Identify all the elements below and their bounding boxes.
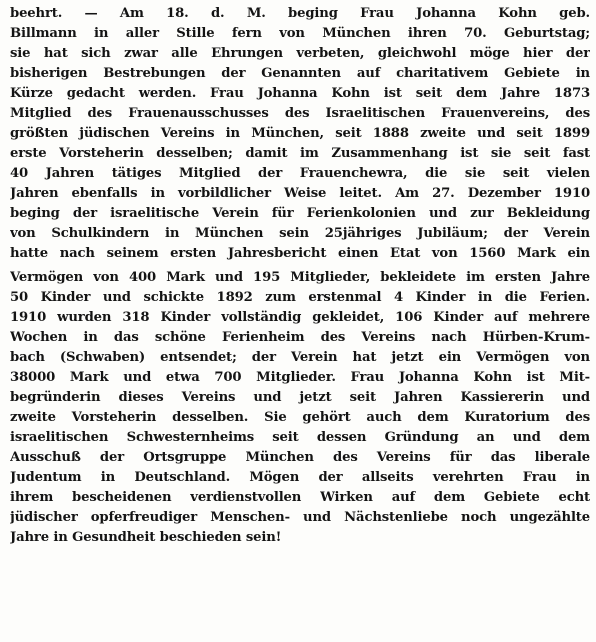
text-line: sie hat sich zwar alle Ehrungen verbeten, gleichwohl möge hier der: [10, 46, 590, 61]
text-line: Kürze gedacht werden. Frau Johanna Kohn ist seit dem Jahre 1873: [10, 86, 590, 101]
text-line: 1910 wurden 318 Kinder vollständig gekleidet, 106 Kinder auf mehrere: [10, 310, 590, 325]
text-line: größten jüdischen Vereins in München, seit 1888 zweite und seit 1899: [10, 126, 590, 141]
text-line: jüdischer opferfreudiger Menschen- und Nächstenliebe noch ungezählte: [10, 510, 590, 525]
text-line: Ausschuß der Ortsgruppe München des Vereins für das liberale: [10, 450, 590, 465]
text-line: Wochen in das schöne Ferienheim des Vereins nach Hürben-Krum-: [10, 330, 590, 345]
text-line: erste Vorsteherin desselben; damit im Zusammenhang ist sie seit fast: [10, 146, 590, 161]
text-line: begründerin dieses Vereins und jetzt seit Jahren Kassiererin und: [10, 390, 590, 405]
text-line: 50 Kinder und schickte 1892 zum erstenmal 4 Kinder in die Ferien.: [10, 290, 590, 305]
text-line: Judentum in Deutschland. Mögen der allseits verehrten Frau in: [10, 470, 590, 485]
text-line: israelitischen Schwesternheims seit dessen Gründung an und dem: [10, 430, 590, 445]
text-line: beehrt. — Am 18. d. M. beging Frau Johanna Kohn geb.: [10, 6, 590, 21]
text-line: 38000 Mark und etwa 700 Mitglieder. Frau Johanna Kohn ist Mit-: [10, 370, 590, 385]
text-line: 40 Jahren tätiges Mitglied der Frauenchewra, die sie seit vielen: [10, 166, 590, 181]
text-line: hatte nach seinem ersten Jahresbericht einen Etat von 1560 Mark ein: [10, 246, 590, 261]
text-line: bisherigen Bestrebungen der Genannten auf charitativem Gebiete in: [10, 66, 590, 81]
text-line: bach (Schwaben) entsendet; der Verein hat jetzt ein Vermögen von: [10, 350, 590, 365]
text-line: Vermögen von 400 Mark und 195 Mitglieder, bekleidete im ersten Jahre: [10, 270, 590, 285]
text-line: Mitglied des Frauenausschusses des Israelitischen Frauenvereins, des: [10, 106, 590, 121]
text-line: von Schulkindern in München sein 25jähriges Jubiläum; der Verein: [10, 226, 590, 241]
text-line: beging der israelitische Verein für Ferienkolonien und zur Bekleidung: [10, 206, 590, 221]
article-text: [10, 4, 590, 548]
text-line: Jahren ebenfalls in vorbildlicher Weise leitet. Am 27. Dezember 1910: [10, 186, 590, 201]
text-line: Billmann in aller Stille fern von München ihren 70. Geburtstag;: [10, 26, 590, 41]
text-line: zweite Vorsteherin desselben. Sie gehört auch dem Kuratorium des: [10, 410, 590, 425]
text-line: Jahre in Gesundheit beschieden sein!: [10, 530, 282, 545]
text-line: ihrem bescheidenen verdienstvollen Wirken auf dem Gebiete echt: [10, 490, 590, 505]
